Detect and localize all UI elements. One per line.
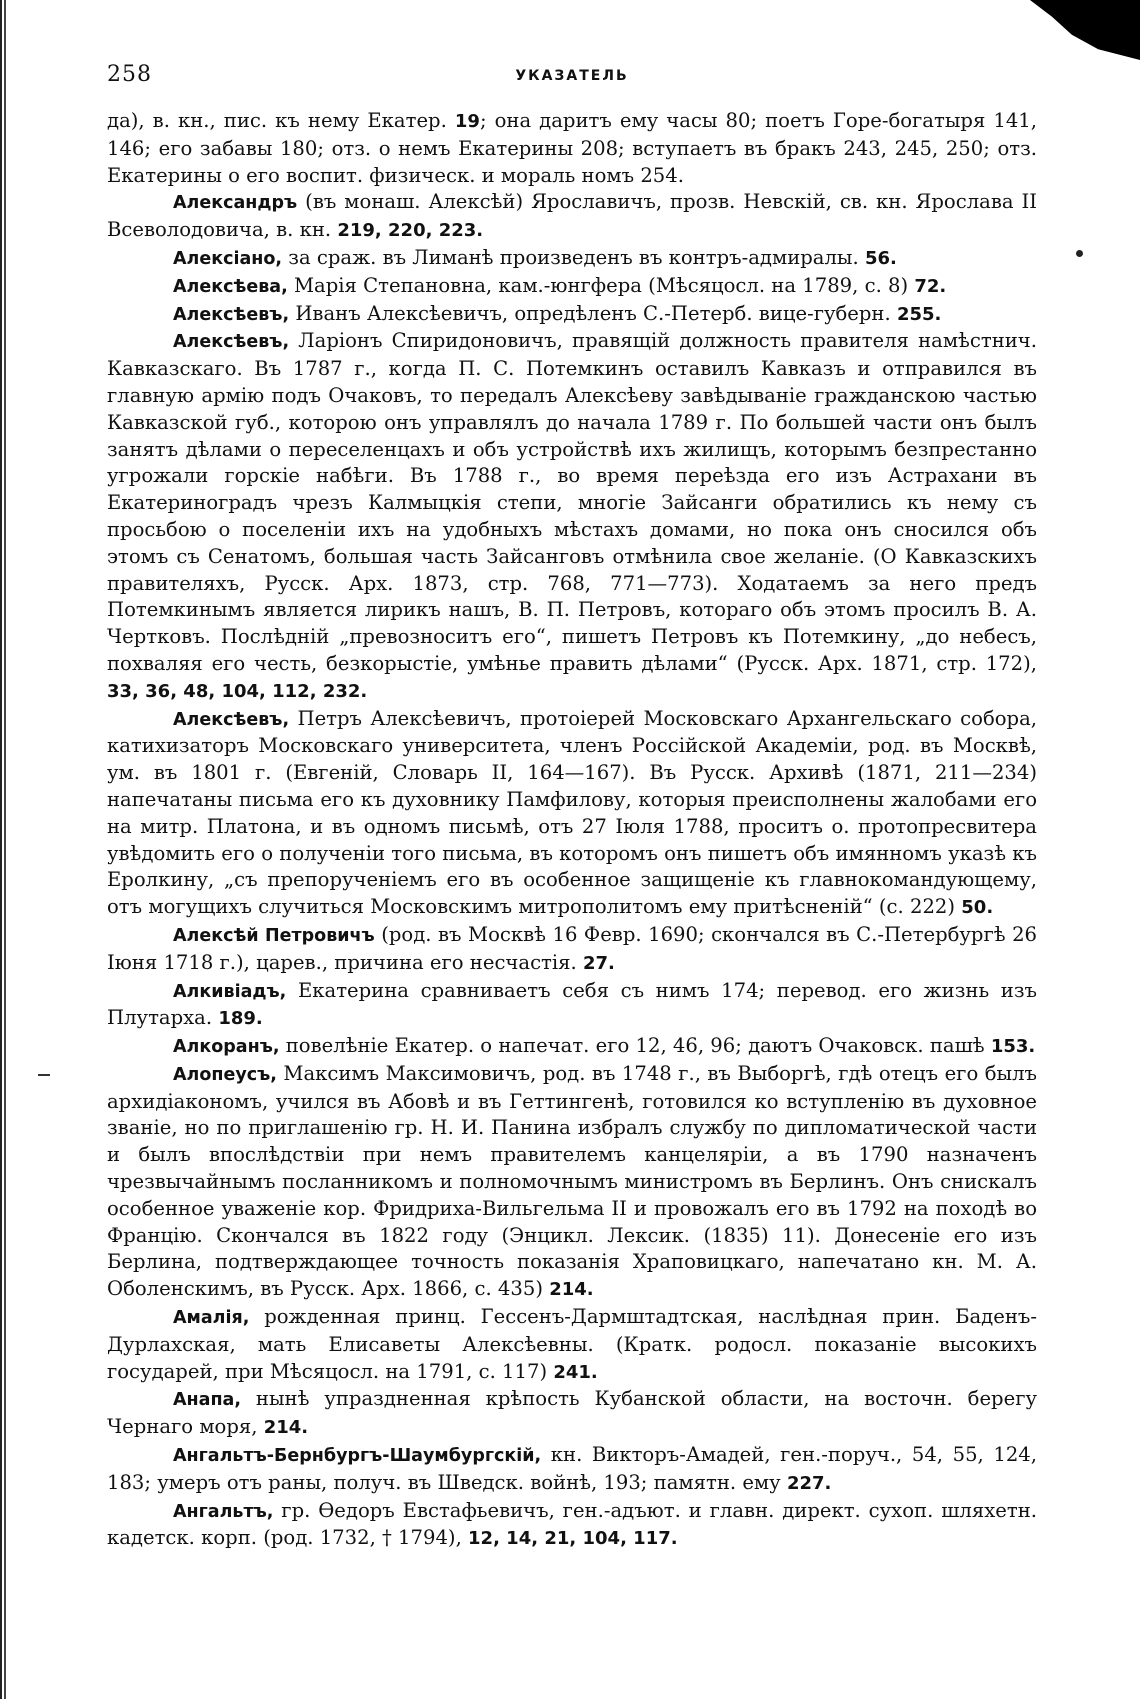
entry-body: Ларіонъ Спиридоновичъ, правящій должность правителя намѣстнич. Кавказскаго. Въ 1787 г., когда П. С. Потемкинъ оставилъ Кавказъ и отправился въ главную армію подъ Очаковъ, то передалъ Алексѣеву завѣдываніе гражданскою частью Кавказской губ., которою онъ управлялъ до начала 1789 г. По большей части онъ былъ занятъ дѣлами о переселенцахъ и объ устройствѣ ихъ жилищъ, которымъ безпрестанно угрожали горскіе набѣги. Въ 1788 г., во время переѣзда его изъ Астрахани въ Екатериноградъ чрезъ Калмыцкія степи, многіе Зайсанги обратились къ нему съ просьбою о поселеніи ихъ на удобныхъ мѣстахъ домами, но пока онъ сносился объ этомъ съ Сенатомъ, большая часть Зайсанговъ отмѣнила свое желаніе. (О Кавказскихъ правителяхъ, Русск. Арх. 1873, стр. 768, 771—773). Ходатаемъ за него предъ Потемкинымъ является лирикъ нашъ, В. П. Петровъ, котораго объ этомъ просилъ В. А. Чертковъ. Послѣдній „превозноситъ его“, пишетъ Петровъ къ Потемкину, „до небесъ, похваляя его честь, безкорыстіе, умѣнье править дѣлами“ (Русск. Арх. 1871, стр. 172), xyxy=(107,329,1037,675)
index-text xyxy=(107,108,1037,1553)
index-entry xyxy=(107,1033,1037,1061)
entry-headword: Анапа, xyxy=(173,1390,241,1411)
index-entry xyxy=(107,189,1037,245)
margin-dot xyxy=(1076,250,1083,257)
entry-body: за сраж. въ Лиманѣ произведенъ въ контръ-адмиралы. xyxy=(282,245,865,269)
running-title: УКАЗАТЕЛЬ xyxy=(515,68,629,84)
page-header xyxy=(107,62,1037,92)
margin-mark xyxy=(38,1074,50,1076)
entry-body: (род. въ Москвѣ 16 Февр. 1690; скончался въ С.-Петербургѣ 26 Іюня 1718 г.), царев., причина его несчастія. xyxy=(107,922,1038,974)
entry-body: да), в. кн., пис. къ нему Екатер. xyxy=(107,109,455,132)
entry-pages: 219, 220, 223. xyxy=(337,220,484,242)
entry-headword: Алексѣевъ, xyxy=(173,304,290,325)
index-entry xyxy=(107,706,1037,922)
scan-edge xyxy=(0,0,6,1699)
entry-headword: Алексіано, xyxy=(173,248,283,269)
entry-headword: Ангальтъ, xyxy=(173,1501,274,1522)
entry-headword: Ангальтъ-Бернбургъ-Шаумбургскій, xyxy=(173,1446,542,1467)
entry-body: Марія Степановна, кам.-юнгфера (Мѣсяцосл. на 1789, с. 8) xyxy=(287,273,915,297)
index-entry xyxy=(107,108,1037,189)
page-number: 258 xyxy=(107,62,152,87)
scan-artifact xyxy=(1030,0,1140,60)
entry-body: рожденная принц. Гессенъ-Дармштадтская, наслѣдная прин. Баденъ-Дурлахская, мать Елисаветы Алексѣевны. (Кратк. родосл. показаніе высокихъ государей, при Мѣсяцосл. на 1791, с. 117) xyxy=(107,1305,1037,1383)
index-entry xyxy=(107,245,1037,273)
entry-pages: 56. xyxy=(864,247,897,269)
entry-headword: Алексѣевъ, xyxy=(173,709,290,730)
entry-pages: 50. xyxy=(961,897,994,919)
entry-body: (въ монаш. Алексѣй) Ярославичъ, прозв. Невскій, св. кн. Ярослава II Всеволодовича, в. кн. xyxy=(107,190,1037,242)
entry-pages: 214. xyxy=(263,1417,309,1439)
entry-pages: 72. xyxy=(914,275,947,297)
entry-pages: 27. xyxy=(582,952,615,974)
entry-headword: Александръ xyxy=(173,193,298,214)
index-entry xyxy=(107,273,1037,301)
index-entry xyxy=(107,922,1037,978)
entry-body: Иванъ Алексѣевичъ, опредѣленъ С.-Петерб. вице-губерн. xyxy=(289,301,897,325)
entry-body: Екатерина сравниваетъ себя съ нимъ 174; перевод. его жизнь изъ Плутарха. xyxy=(107,978,1037,1030)
entry-pages: 153. xyxy=(990,1036,1036,1058)
entry-headword: Алексѣевъ, xyxy=(173,332,290,353)
entry-pages: 255. xyxy=(896,303,942,325)
index-entry xyxy=(107,1498,1037,1554)
entry-headword: Алексѣева, xyxy=(173,276,288,297)
entry-body: гр. Ѳедоръ Евстафьевичъ, ген.-адъют. и главн. директ. сухоп. шляхетн. кадетск. корп. (род. 1732, † 1794), xyxy=(107,1498,1037,1550)
entry-pages: 189. xyxy=(218,1008,263,1030)
entry-headword: Алексѣй Петровичъ xyxy=(173,925,375,946)
entry-headword: Алопеусъ, xyxy=(173,1064,277,1085)
entry-tail: ; она даритъ ему часы 80; поетъ Горе-богатыря 141, 146; его забавы 180; отз. о немъ Екатерины 208; вступаетъ въ бракъ 243, 245, 250; отз. Екатерины о его воспит. физическ. и мораль номъ 254. xyxy=(107,109,1037,187)
entry-headword: Амалія, xyxy=(173,1308,250,1329)
entry-body: кн. Викторъ-Амадей, ген.-поруч., 54, 55, 124, 183; умеръ отъ раны, получ. въ Шведск. войнѣ, 193; памятн. ему xyxy=(107,1443,1037,1494)
entry-headword: Алкивіадъ, xyxy=(173,981,287,1002)
index-entry xyxy=(107,1061,1037,1304)
entry-body: Максимъ Максимовичъ, род. въ 1748 г., въ Выборгѣ, гдѣ отецъ его былъ архидіакономъ, учился въ Абовѣ и въ Геттингенѣ, готовился ко вступленію въ духовное званіе, но по приглашенію гр. Н. И. Панина избралъ службу по дипломатической части и былъ впослѣдствіи при немъ правителемъ канцеляріи, а въ 1790 назначенъ чрезвычайнымъ посланникомъ и полномочнымъ министромъ въ Берлинъ. Онъ снискалъ особенное уваженіе кор. Фридриха-Вильгельма II и провожалъ его въ 1792 на походѣ во Францію. Скончался въ 1822 году (Энцикл. Лексик. (1835) 11). Донесеніе его изъ Берлина, подтверждающее точность показанія Храповицкаго, напечатано кн. М. А. Оболенскимъ, въ Русск. Арх. 1866, с. 435) xyxy=(107,1061,1037,1301)
index-entry xyxy=(107,1442,1037,1498)
index-entry xyxy=(107,301,1037,329)
entry-pages: 19 xyxy=(454,111,480,132)
entry-pages: 241. xyxy=(553,1361,598,1383)
entry-headword: Алкоранъ, xyxy=(173,1037,280,1058)
entry-body: повелѣніе Екатер. о напечат. его 12, 46, 96; даютъ Очаковск. пашѣ xyxy=(279,1034,991,1058)
index-entry xyxy=(107,978,1037,1034)
index-entry xyxy=(107,328,1037,705)
entry-body: Петръ Алексѣевичъ, протоіерей Московскаго Архангельскаго собора, катихизаторъ Московскаго университета, членъ Россійской Академіи, род. въ Москвѣ, ум. въ 1801 г. (Евгеній, Словарь II, 164—167). Въ Русск. Архивѣ (1871, 211—234) напечатаны письма его къ духовнику Памфилову, которыя преисполнены жалобами его на митр. Платона, и въ одномъ письмѣ, отъ 27 Іюля 1788, проситъ о. протопресвитера увѣдомить его о полученіи того письма, въ которомъ онъ пишетъ объ имянномъ указѣ къ Еролкину, „съ препорученіемъ его въ особенное защищеніе къ главнокомандующему, отъ могущихъ случиться Московскимъ митрополитомъ ему притѣсненій“ (с. 222) xyxy=(107,706,1037,919)
entry-pages: 33, 36, 48, 104, 112, 232. xyxy=(107,680,368,702)
entry-pages: 214. xyxy=(549,1279,594,1301)
index-entry xyxy=(107,1304,1037,1386)
index-entry xyxy=(107,1386,1037,1442)
entry-pages: 12, 14, 21, 104, 117. xyxy=(468,1528,678,1550)
entry-body: нынѣ упраздненная крѣпость Кубанской области, на восточн. берегу Чернаго моря, xyxy=(107,1387,1037,1439)
entry-pages: 227. xyxy=(786,1472,832,1494)
